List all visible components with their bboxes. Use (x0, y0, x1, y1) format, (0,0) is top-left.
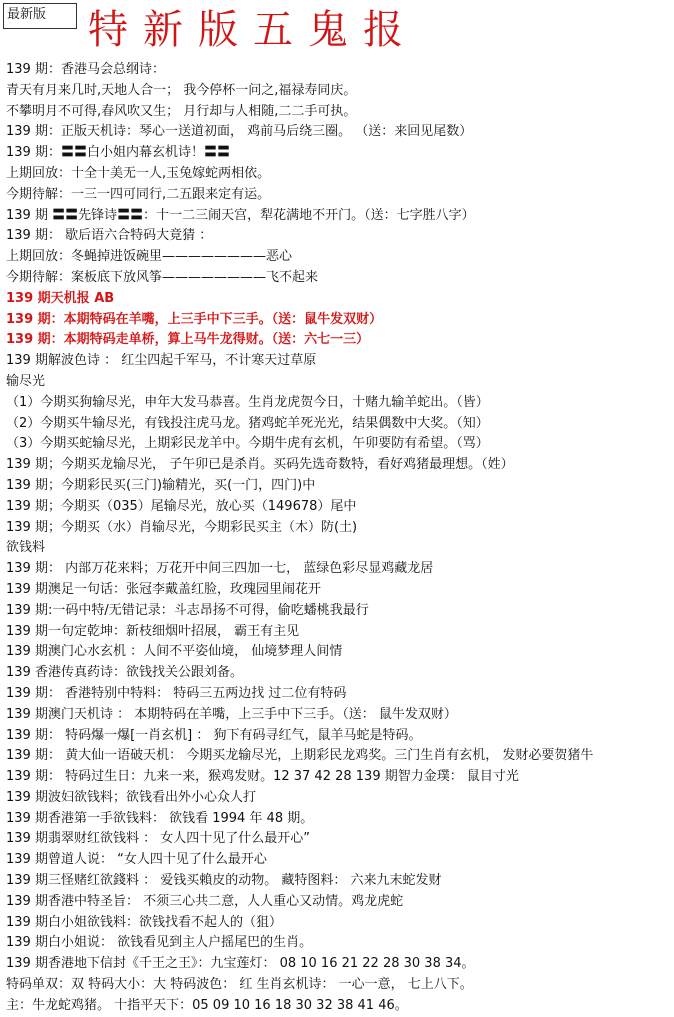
text-line: 特码单双：双 特码大小：大 特码波色： 红 生肖玄机诗： 一心一意， 七上八下。 (6, 977, 473, 993)
text-line: 139 期白小姐说： 欲钱看见到主人户摇尾巴的生肖。 (6, 935, 313, 951)
text-line: （1）今期买狗输尽光，申年大发马恭喜。生肖龙虎贺今日，十赌九输羊蛇出。（皆） (6, 394, 489, 410)
highlight-line: 139 期：本期特码走单桥，算上马牛龙得财。（送：六七一三） (6, 332, 370, 348)
text-line: 139 期香港第一手欲钱料： 欲钱看 1994 年 48 期。 (6, 810, 314, 826)
text-line: 139 期：香港马会总纲诗： (6, 62, 165, 77)
text-line: 139 期澳门天机诗 ： 本期特码在羊嘴，上三手中下三手。（送： 鼠牛发双财） (6, 706, 457, 722)
text-line: 139 期曾道人说： “女人四十见了什么最开心 (6, 852, 267, 868)
text-line: 主：牛龙蛇鸡猪。 十指平天下：05 09 10 16 18 30 32 38 41 46。 (6, 997, 408, 1013)
text-line: （3）今期买蛇输尽光，上期彩民龙羊中。今期牛虎有玄机，午卯要防有希望。（骂） (6, 436, 489, 452)
main-content (6, 60, 672, 1017)
text-line: 139 期；今期买（水）肖输尽光，今期彩民买主（木）防(土) (6, 519, 358, 535)
text-line: 139 期:一码中特/无错记录：斗志昂扬不可得，偷吃蟠桃我最行 (6, 602, 369, 618)
text-line: 139 期澳门心水玄机 ：人间不平姿仙境， 仙境梦理人间情 (6, 644, 343, 660)
text-line: 139 期： 歇后语六合特码大竟猜 ： (6, 228, 213, 244)
highlight-line: 139 期：本期特码在羊嘴，上三手中下三手。（送：鼠牛发双财） (6, 311, 383, 327)
text-line: 上期回放：十全十美无一人,玉兔嫁蛇两相依。 (6, 165, 271, 181)
text-line: （2）今期买牛输尽光，有钱投注虎马龙。猪鸡蛇羊死光光，结果偶数中大奖。（知） (6, 415, 489, 431)
text-line: 今期待解：一三一四可同行,二五跟来定有运。 (6, 186, 271, 202)
text-line: 139 期香港中特圣旨： 不须三心共二意，人人重心又动情。鸡龙虎蛇 (6, 893, 404, 909)
text-line: 139 期一句定乾坤：新枝细烟叶招展， 霸王有主见 (6, 623, 300, 639)
text-line: 139 香港传真药诗：欲钱找关公跟刘备。 (6, 665, 243, 681)
text-line: 139 期： 香港特别中特料： 特码三五两边找 过二位有特码 (6, 685, 347, 701)
text-line: 139 期澳足一句话：张冠李戴盖红脸，玫瑰园里闹花开 (6, 581, 321, 597)
text-line: 139 期： 特码过生日：九来一来，猴鸡发财。12 37 42 28 139 期智力金璞： 鼠目寸光 (6, 769, 519, 785)
text-line: 青天有月来几时,天地人合一； 我今停杯一问之,福禄寿同庆。 (6, 82, 357, 98)
text-line: 139 期白小姐欲钱料：欲钱找看不起人的（狙） (6, 914, 282, 930)
text-line: 上期回放：冬蝇掉进饭碗里————————恶心 (6, 249, 293, 265)
text-line: 139 期：〓〓白小姐内幕玄机诗！〓〓 (6, 145, 230, 161)
text-line: 139 期波妇欲钱料；欲钱看出外小心众人打 (6, 789, 256, 805)
text-line: 欲钱料 (6, 540, 46, 556)
version-badge: 最新版 (3, 3, 77, 29)
text-line: 139 期解波色诗 ： 红尘四起千军马，不计寒天过草原 (6, 353, 317, 369)
text-line: 139 期： 内部万花来料；万花开中间三四加一七， 蓝绿色彩尽显鸡藏龙居 (6, 561, 434, 577)
text-line: 139 期：正版天机诗：琴心一送道初面， 鸡前马后绕三圈。 （送：来回见尾数） (6, 124, 473, 140)
text-line: 139 期翡翠财红欲钱料 ： 女人四十见了什么最开心” (6, 831, 310, 847)
highlight-line: 139 期天机报 AB (6, 290, 115, 306)
text-line: 139 期；今期彩民买(三门)输精光，买(一门，四门)中 (6, 477, 316, 493)
text-line: 139 期 〓〓先锋诗〓〓：十一二三闹天宫，犁花满地不开门。（送：七字胜八字） (6, 207, 475, 223)
text-line: 139 期香港地下信封《千王之王》：九宝莲灯： 08 10 16 21 22 28 30 38 34。 (6, 956, 475, 972)
text-line: 139 期： 黄大仙一语破天机： 今期买龙输尽光，上期彩民龙鸡奖。三门生肖有玄机， 发财必要贺猪牛 (6, 748, 594, 764)
text-line: 139 期三怪赌红欲錢料 ： 爱钱买賴皮的动物。 藏特图料： 六来九末蛇发财 (6, 873, 442, 889)
text-line: 输尽光 (6, 373, 46, 389)
text-line: 139 期；今期买（035）尾输尽光，放心买（149678）尾中 (6, 498, 357, 514)
text-line: 今期待解：案板底下放风筝————————飞不起来 (6, 269, 319, 285)
text-line: 139 期；今期买龙输尽光， 子午卯已是杀肖。买码先选奇数特，看好鸡猪最理想。（姓） (6, 457, 514, 473)
text-line: 不攀明月不可得,春风吹又生； 月行却与人相随,二二手可执。 (6, 103, 357, 119)
text-line: 139 期： 特码爆一爆[一肖玄机] ： 狗下有码寻红气，鼠羊马蛇是特码。 (6, 727, 422, 743)
page-title: 特新版五鬼报 (88, 7, 418, 53)
